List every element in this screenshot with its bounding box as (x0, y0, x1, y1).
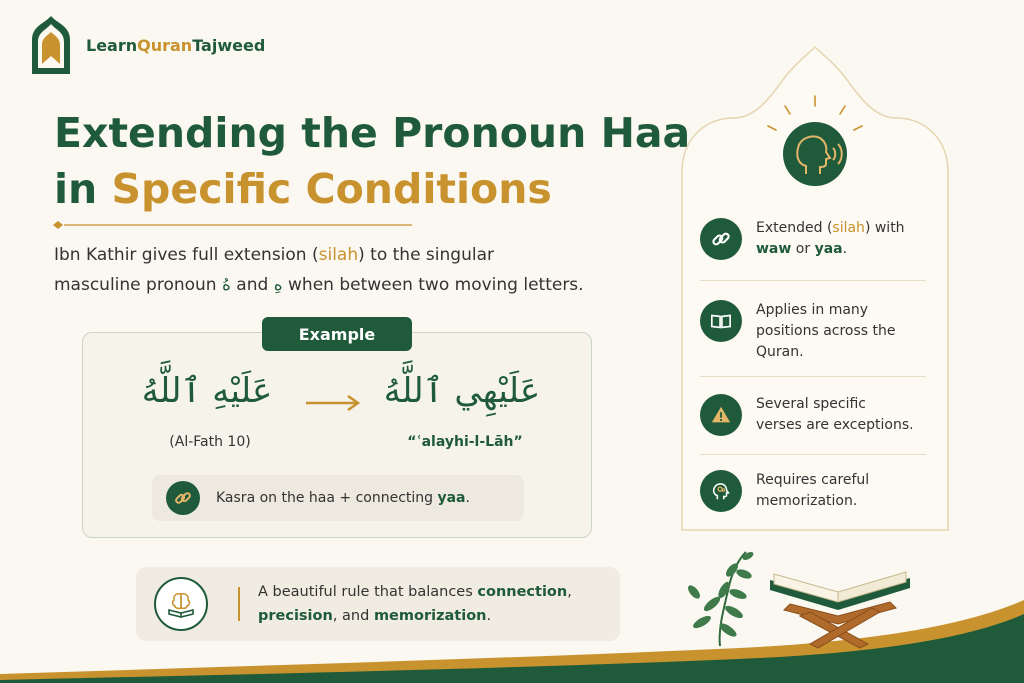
mosque-arch-icon (26, 14, 76, 76)
arabic-extended: عَلَيْهِي ٱللَّهُ (383, 371, 541, 411)
bullet-applies: Applies in many positions across the Quran. (700, 300, 940, 363)
brand-name: LearnQuranTajweed (86, 35, 266, 55)
divider (700, 280, 926, 281)
bullet-exceptions: Several specific verses are exceptions. (700, 394, 940, 436)
quran-stand-icon (760, 558, 920, 650)
brand-logo (26, 14, 265, 76)
arch-panel (680, 44, 950, 532)
title-divider (52, 220, 412, 230)
intro-paragraph: Ibn Kathir gives full extension (silah) to the singular masculine pronoun هُ and هِ when between two moving letters. (54, 245, 584, 295)
arrow-right-icon (304, 394, 362, 412)
arabic-original: عَلَيْهِ ٱللَّهُ (141, 371, 273, 411)
divider (700, 376, 926, 377)
bullet-memorization: Requires careful memorization. (700, 470, 940, 512)
brain-icon (700, 470, 742, 512)
divider (700, 454, 926, 455)
page-title: Extending the Pronoun Haa in Specific Conditions (54, 109, 691, 213)
transliteration: “ʿalayhi-l-Lāh” (407, 434, 523, 450)
bullet-extended: Extended (silah) with waw or yaa. (700, 218, 940, 260)
link-icon (166, 481, 200, 515)
plant-icon (672, 548, 762, 648)
banner-text: A beautiful rule that balances connection, precision, and memorization. (258, 584, 572, 624)
example-note: Kasra on the haa + connecting yaa. (152, 475, 524, 521)
warning-icon (700, 394, 742, 436)
verse-reference: (Al-Fath 10) (169, 434, 251, 450)
link-icon (700, 218, 742, 260)
example-label: Example (262, 317, 412, 351)
book-icon (700, 300, 742, 342)
